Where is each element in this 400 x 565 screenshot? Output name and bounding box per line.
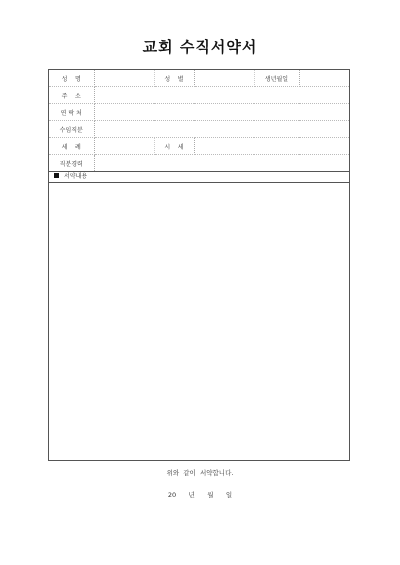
gender-label: 성 별 [154, 70, 194, 87]
row-name [49, 70, 349, 87]
date-field[interactable] [194, 138, 349, 155]
row-contact [49, 104, 349, 121]
content-header [49, 168, 349, 183]
gender-field[interactable] [194, 70, 254, 87]
birth-label: 생년월일 [254, 70, 299, 87]
contact-label: 연 락 처 [49, 104, 94, 121]
appointment-label: 수임직분 [49, 121, 94, 138]
baptism-field[interactable] [94, 138, 154, 155]
contact-field[interactable] [94, 104, 349, 121]
content-header-label: 서약내용 [64, 172, 88, 180]
row-appointment [49, 121, 349, 138]
pledge-form [48, 69, 350, 461]
info-table [49, 70, 349, 172]
pledge-statement: 위와 같이 서약합니다. [166, 469, 234, 477]
pledge-content-area[interactable] [49, 183, 349, 460]
address-field[interactable] [94, 87, 349, 104]
name-field[interactable] [94, 70, 154, 87]
document-title: 교회 수직서약서 [142, 38, 258, 56]
career-label: 직분경력 [49, 155, 94, 172]
baptism-label: 세 례 [49, 138, 94, 155]
name-label: 성 명 [49, 70, 94, 87]
square-bullet-icon [54, 173, 59, 178]
row-baptism [49, 138, 349, 155]
birth-field[interactable] [299, 70, 349, 87]
row-address [49, 87, 349, 104]
date-label: 시 세 [154, 138, 194, 155]
appointment-field[interactable] [94, 121, 349, 138]
address-label: 주 소 [49, 87, 94, 104]
signature-date: 20 년 월 일 [167, 491, 233, 499]
